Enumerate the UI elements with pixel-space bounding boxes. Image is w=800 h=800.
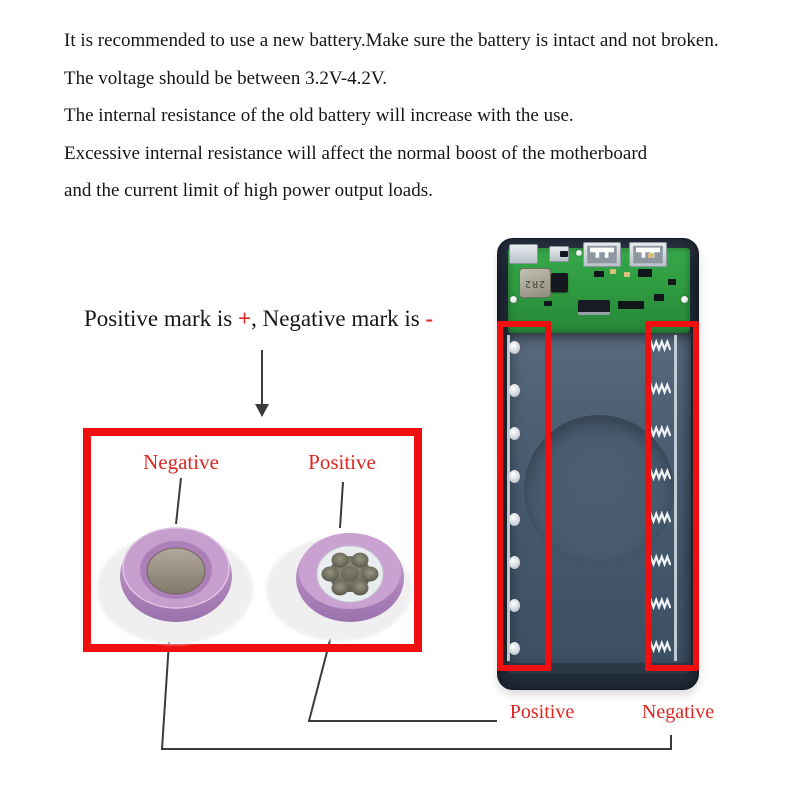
negative-battery-image [117, 518, 235, 624]
intro-line: It is recommended to use a new battery.Make sure the battery is intact and not broken. [64, 30, 719, 51]
intro-line: Excessive internal resistance will affect the normal boost of the motherboard [64, 142, 648, 164]
polarity-middle: , Negative mark is [251, 306, 426, 331]
negative-terminal-label: Negative [143, 450, 219, 474]
bottom-positive-label: Positive [509, 701, 575, 723]
positive-battery-image [294, 524, 406, 624]
plus-mark: + [237, 306, 252, 331]
minus-mark: - [425, 306, 434, 331]
intro-line: The internal resistance of the old battery will increase with the use. [64, 105, 574, 126]
down-arrow-icon [255, 404, 269, 417]
inductor-label: 2R2 [524, 277, 546, 289]
intro-line: The voltage should be between 3.2V-4.2V. [64, 67, 387, 89]
polarity-prefix: Positive mark is [84, 306, 238, 331]
intro-text [64, 22, 774, 210]
polarity-note [84, 306, 433, 332]
highlight-box-right [645, 321, 699, 671]
positive-terminal-label: Positive [308, 450, 376, 474]
highlight-box-left [497, 321, 551, 671]
intro-line: and the current limit of high power output loads. [64, 180, 433, 201]
bottom-negative-label: Negative [641, 701, 715, 723]
